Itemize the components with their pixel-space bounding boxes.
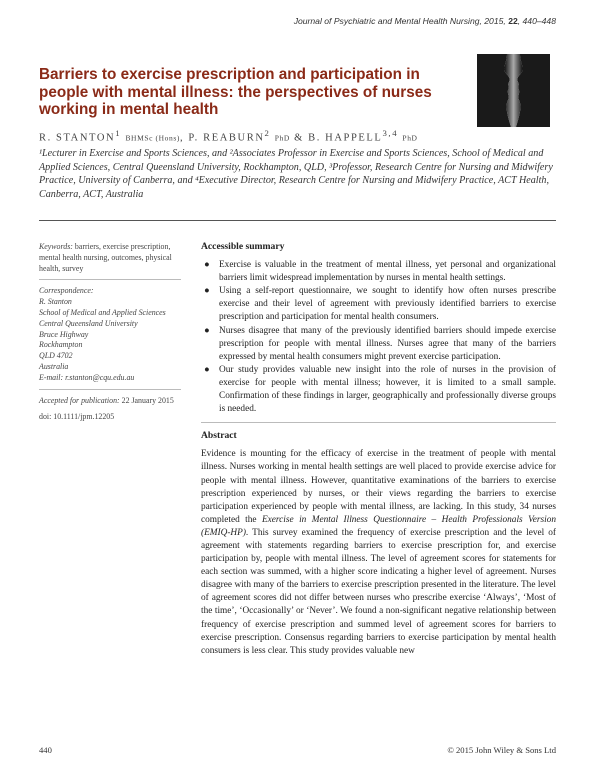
page-number: 440 bbox=[39, 745, 52, 755]
summary-bullet bbox=[201, 285, 556, 324]
author-degree: PhD bbox=[274, 133, 290, 143]
abstract-section bbox=[201, 429, 556, 658]
summary-bullet-text: Using a self-report questionnaire, we sought to identify how often nurses prescribe exercise and their level of agreement with previously identified barriers to exercise prescription and participation for mental health consumers. bbox=[219, 286, 556, 323]
abstract-text bbox=[201, 448, 556, 658]
summary-bullet-text: Exercise is valuable in the treatment of mental illness, yet personal and organizational barriers limit widespread implementation by nurses in mental health settings. bbox=[219, 260, 556, 284]
journal-year: 2015 bbox=[484, 16, 504, 26]
bullet-icon: ● bbox=[204, 325, 210, 336]
correspondence-line: School of Medical and Applied Sciences bbox=[39, 307, 166, 317]
journal-citation: Journal of Psychiatric and Mental Health Nursing, 2015, 22, 440–448 bbox=[293, 16, 556, 26]
accepted-date: 22 January 2015 bbox=[121, 395, 174, 405]
correspondence-label: Correspondence: bbox=[39, 286, 94, 296]
summary-bullet-list bbox=[201, 259, 556, 416]
accessible-summary bbox=[201, 240, 556, 423]
accepted-label: Accepted for publication: bbox=[39, 395, 120, 405]
correspondence-section bbox=[39, 286, 181, 389]
author-affiliations: ¹Lecturer in Exercise and Sports Sciences, and ²Associates Professor in Exercise and Sports Sciences, School of Medical and Applied Sciences, Central Queensland University, Rockhampton, QLD, ³Professor, Research Centre for Nursing and Midwifery Practice, University of Canberra, and ⁴Executive Director, Research Centre for Nursing and Midwifery Practice, ACT Health, Canberra, ACT, Australia bbox=[39, 148, 553, 200]
journal-logo bbox=[477, 54, 550, 127]
instrument-name: Exercise in Mental Illness Questionnaire – Health Professionals Version (EMIQ-HP) bbox=[201, 514, 556, 538]
keywords-section bbox=[39, 242, 181, 280]
summary-bullet bbox=[201, 364, 556, 416]
publication-info-section bbox=[39, 396, 181, 429]
abstract-text-part: Evidence is mounting for the efficacy of exercise in the treatment of people with mental illness. Nurses working in mental health settings are well placed to provide exercise advice for people with mental illness. However, quantitative examinations of the barriers to exercise prescription experienced by nurses, or their views regarding the barriers to exercise participation experienced by people with mental illness, are lacking. In this study, 34 nurses completed the bbox=[201, 449, 556, 525]
summary-bullet-text: Our study provides valuable new insight into the role of nurses in the provision of exercise for people with mental illness; however, it is limited to a small sample. Confirmation of these findings in larger, geographically and professionally diverse groups is needed. bbox=[219, 364, 556, 415]
correspondence-line: Central Queensland University bbox=[39, 318, 138, 328]
author-name: B. HAPPELL bbox=[308, 132, 383, 144]
summary-bullet-text: Nurses disagree that many of the previously identified barriers should impede exercise prescription for people with mental illness. Nurses agree that many of the barriers expressed by mental health consumers might prevent exercise participation. bbox=[219, 325, 556, 362]
abstract-heading: Abstract bbox=[201, 430, 237, 442]
correspondence-line: Rockhampton bbox=[39, 340, 83, 350]
author-degree: BHMSc (Hons) bbox=[125, 133, 180, 143]
bullet-icon: ● bbox=[204, 364, 210, 375]
correspondence-email[interactable]: E-mail: r.stanton@cqu.edu.au bbox=[39, 372, 135, 382]
correspondence-line: QLD 4702 bbox=[39, 351, 73, 361]
main-column bbox=[201, 240, 556, 658]
author-degree: PhD bbox=[402, 133, 418, 143]
author-affiliation-mark: 3,4 bbox=[382, 128, 399, 138]
article-title: Barriers to exercise prescription and participation in people with mental illness: the perspectives of nurses working in mental health bbox=[39, 66, 432, 118]
author-name: R. STANTON bbox=[39, 132, 116, 144]
abstract-text-part: . This survey examined the frequency of exercise prescription and the level of agreement with statements regarding barriers to exercise prescription for, and exercise participation by, people with mental illness. The level of agreement scores for statements for each section was summed, with a higher score indicating a higher level of agreement. Nurses disagree with many of the barriers to exercise prescription presented in the literature. The level of agreement scores did not differ between nurses who prescribe exercise ‘Always’, ‘Most of the time’, ‘Occasionally’ or ‘Never’. We found a non-significant negative relationship between frequency of exercise prescription and summed level of agreement scores for barriers to exercise prescription. Consensus regarding barriers to exercise participation by mental health consumers is less clear. This study provides valuable new bbox=[201, 527, 556, 656]
doi[interactable]: doi: 10.1111/jpm.12205 bbox=[39, 412, 115, 422]
author-name: P. REABURN bbox=[188, 132, 265, 144]
author-list: R. STANTON$^1$ BHMSc (Hons), P. REABURN$^2$ PhD & B. HAPPELL$^{3,4}$ PhD bbox=[39, 128, 418, 144]
summary-bullet bbox=[201, 325, 556, 364]
correspondence-line: Bruce Highway bbox=[39, 329, 89, 339]
journal-pages: 440–448 bbox=[522, 16, 556, 26]
keywords-label: Keywords: bbox=[39, 242, 73, 251]
author-affiliation-mark: 1 bbox=[115, 128, 122, 138]
copyright-notice: © 2015 John Wiley & Sons Ltd bbox=[447, 745, 556, 755]
author-affiliation-mark: 2 bbox=[264, 128, 271, 138]
bullet-icon: ● bbox=[204, 286, 210, 297]
correspondence-line: R. Stanton bbox=[39, 297, 72, 307]
summary-bullet bbox=[201, 259, 556, 285]
correspondence-line: Australia bbox=[39, 361, 69, 371]
keywords-text: barriers, exercise prescription, mental health nursing, outcomes, physical health, survey bbox=[39, 242, 172, 273]
journal-name: Journal of Psychiatric and Mental Health Nursing bbox=[293, 16, 480, 26]
summary-heading: Accessible summary bbox=[201, 241, 285, 252]
journal-volume: 22 bbox=[508, 16, 518, 26]
article-sidebar bbox=[39, 242, 181, 434]
header-divider bbox=[39, 220, 556, 221]
bullet-icon: ● bbox=[204, 260, 210, 271]
